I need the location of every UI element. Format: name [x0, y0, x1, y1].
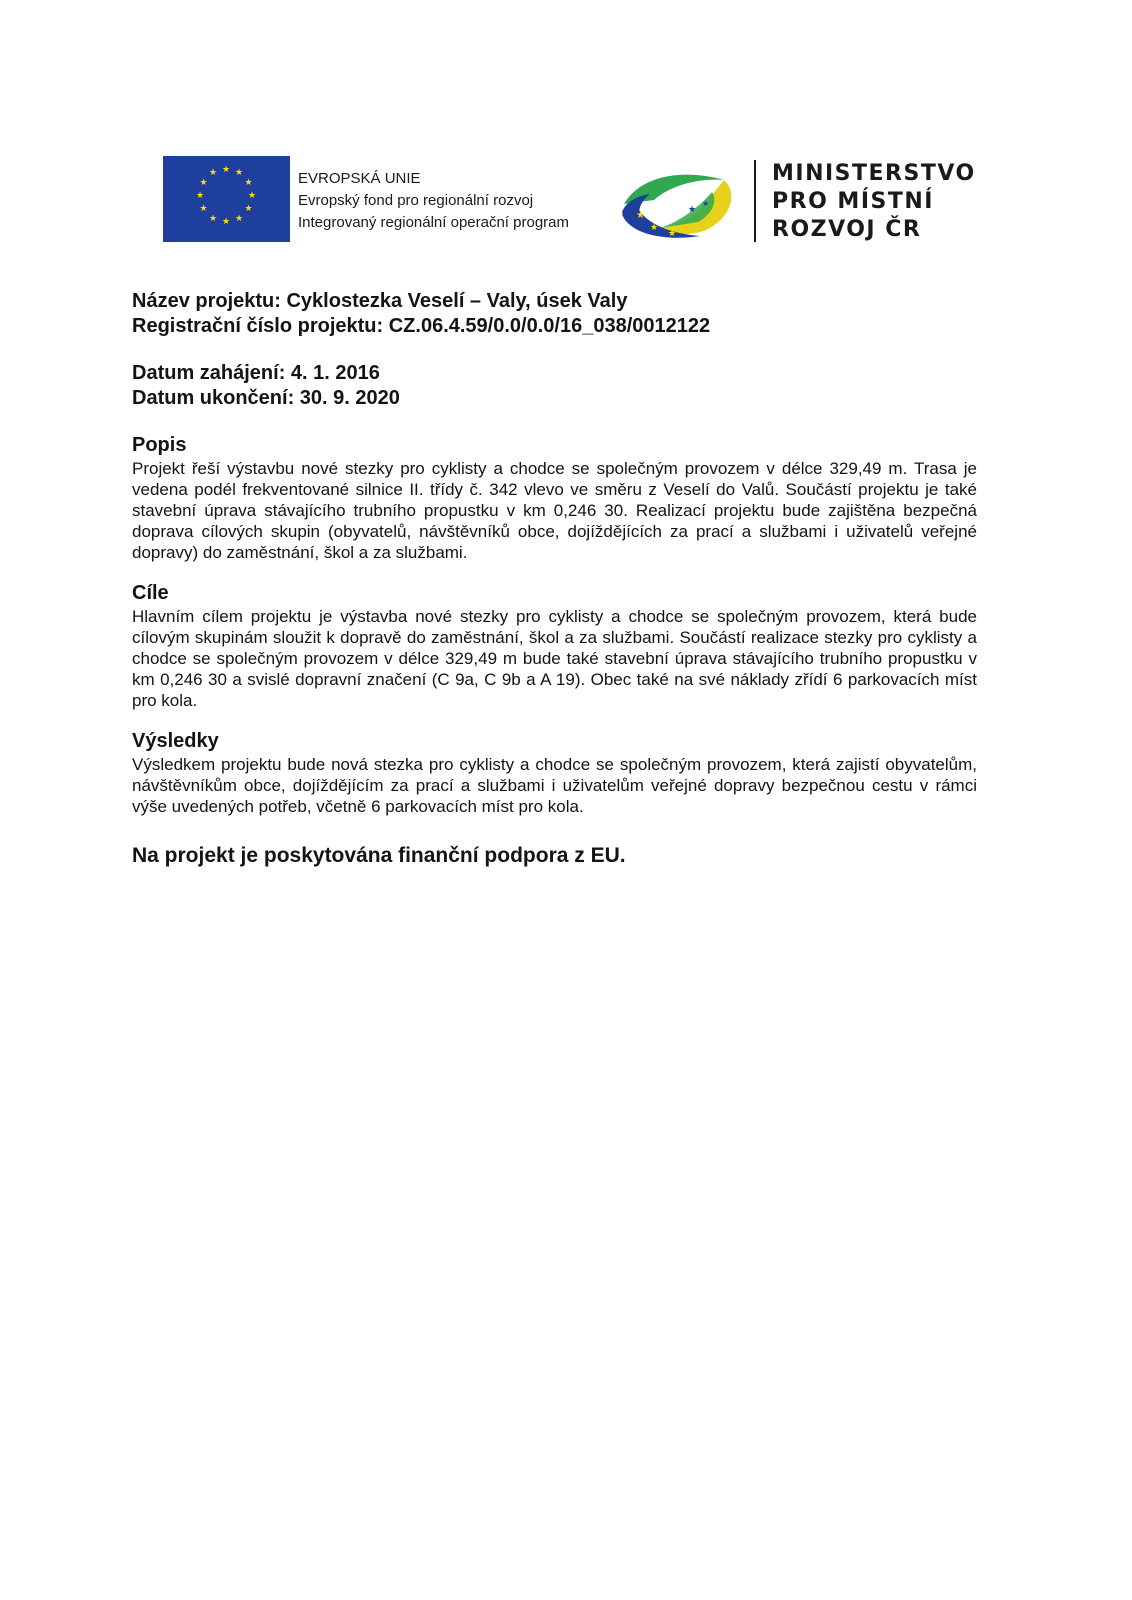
- eu-program-name: Integrovaný regionální operační program: [298, 214, 569, 231]
- ministry-line-1: MINISTERSTVO: [772, 161, 976, 186]
- svg-text:★: ★: [650, 223, 659, 233]
- project-identification: [132, 289, 977, 339]
- section-popis-text: Projekt řeší výstavbu nové stezky pro cyklisty a chodce se společným provozem v délce 329,49 m. Trasa je vedena podél frekventované silnice II. třídy č. 342 vlevo ve směru z Veselí do Valů. Součástí projektu je také stavební úprava stávajícího trubního propustku v km 0,246 30. Realizací projektu bude zajištěna bezpečná doprava cílových skupin (obyvatelů, návštěvníků obce, dojíždějících za prací a službami i uživatelů veřejné dopravy) do zaměstnání, škol a za službami.: [132, 459, 977, 562]
- eu-star-icon: ★: [199, 178, 208, 188]
- ministry-line-3: ROZVOJ ČR: [772, 217, 922, 242]
- eu-logo-text: [298, 168, 569, 234]
- eu-name: EVROPSKÁ UNIE: [298, 170, 421, 187]
- eu-star-icon: ★: [235, 213, 244, 224]
- eu-star-icon: ★: [248, 191, 257, 201]
- svg-text:★: ★: [688, 205, 697, 215]
- eu-star-icon: ★: [196, 191, 205, 201]
- project-end-date: Datum ukončení: 30. 9. 2020: [132, 387, 400, 409]
- eu-star-icon: ★: [235, 168, 244, 179]
- section-vysledky-text: Výsledkem projektu bude nová stezka pro cyklisty a chodce se společným provozem, která zajistí obyvatelům, návštěvníkům obce, dojíždějícím za prací a službami i uživatelům veřejné dopravy bezpečnou cestu v rámci výše uvedených potřeb, včetně 6 parkovacích míst pro kola.: [132, 755, 977, 816]
- eu-star-icon: ★: [222, 217, 231, 227]
- project-dates: [132, 361, 977, 411]
- section-cile: [132, 581, 977, 711]
- header-logos: [160, 154, 990, 254]
- section-vysledky-title: Výsledky: [132, 730, 219, 752]
- project-start-date: Datum zahájení: 4. 1. 2016: [132, 362, 380, 384]
- eu-star-icon: ★: [199, 204, 208, 214]
- section-vysledky: [132, 729, 977, 817]
- ministry-logo-text: [772, 160, 976, 244]
- section-popis: [132, 433, 977, 563]
- ministry-line-2: PRO MÍSTNÍ: [772, 189, 934, 214]
- logo-divider: [754, 160, 756, 242]
- section-cile-text: Hlavním cílem projektu je výstavba nové stezky pro cyklisty a chodce se společným provozem, která bude cílovým skupinám sloužit k dopravě do zaměstnání, škol a za službami. Součástí realizace stezky pro cyklisty a chodce se společným provozem v délce 329,49 m bude také stavební úprava stávajícího trubního propustku v km 0,246 30 a svislé dopravní značení (C 9a, C 9b a A 19). Obec také na své náklady zřídí 6 parkovacích míst pro kola.: [132, 607, 977, 710]
- project-registration-number: Registrační číslo projektu: CZ.06.4.59/0.0/0.0/16_038/0012122: [132, 315, 711, 337]
- eu-fund-name: Evropský fond pro regionální rozvoj: [298, 192, 534, 209]
- svg-text:★: ★: [668, 229, 677, 239]
- section-cile-title: Cíle: [132, 582, 169, 604]
- eu-star-icon: ★: [209, 213, 218, 224]
- eu-star-icon: ★: [209, 168, 218, 179]
- eu-flag-logo: [163, 156, 290, 242]
- section-popis-title: Popis: [132, 434, 187, 456]
- svg-text:★: ★: [636, 210, 645, 221]
- eu-star-icon: ★: [244, 204, 253, 214]
- project-name: Název projektu: Cyklostezka Veselí – Valy, úsek Valy: [132, 290, 628, 312]
- mmr-logo-icon: [620, 162, 740, 244]
- eu-star-icon: ★: [244, 178, 253, 188]
- document-content: [132, 289, 977, 869]
- eu-star-icon: ★: [222, 165, 231, 175]
- eu-funding-statement: Na projekt je poskytována finanční podpora z EU.: [132, 844, 626, 867]
- svg-text:★: ★: [702, 199, 710, 208]
